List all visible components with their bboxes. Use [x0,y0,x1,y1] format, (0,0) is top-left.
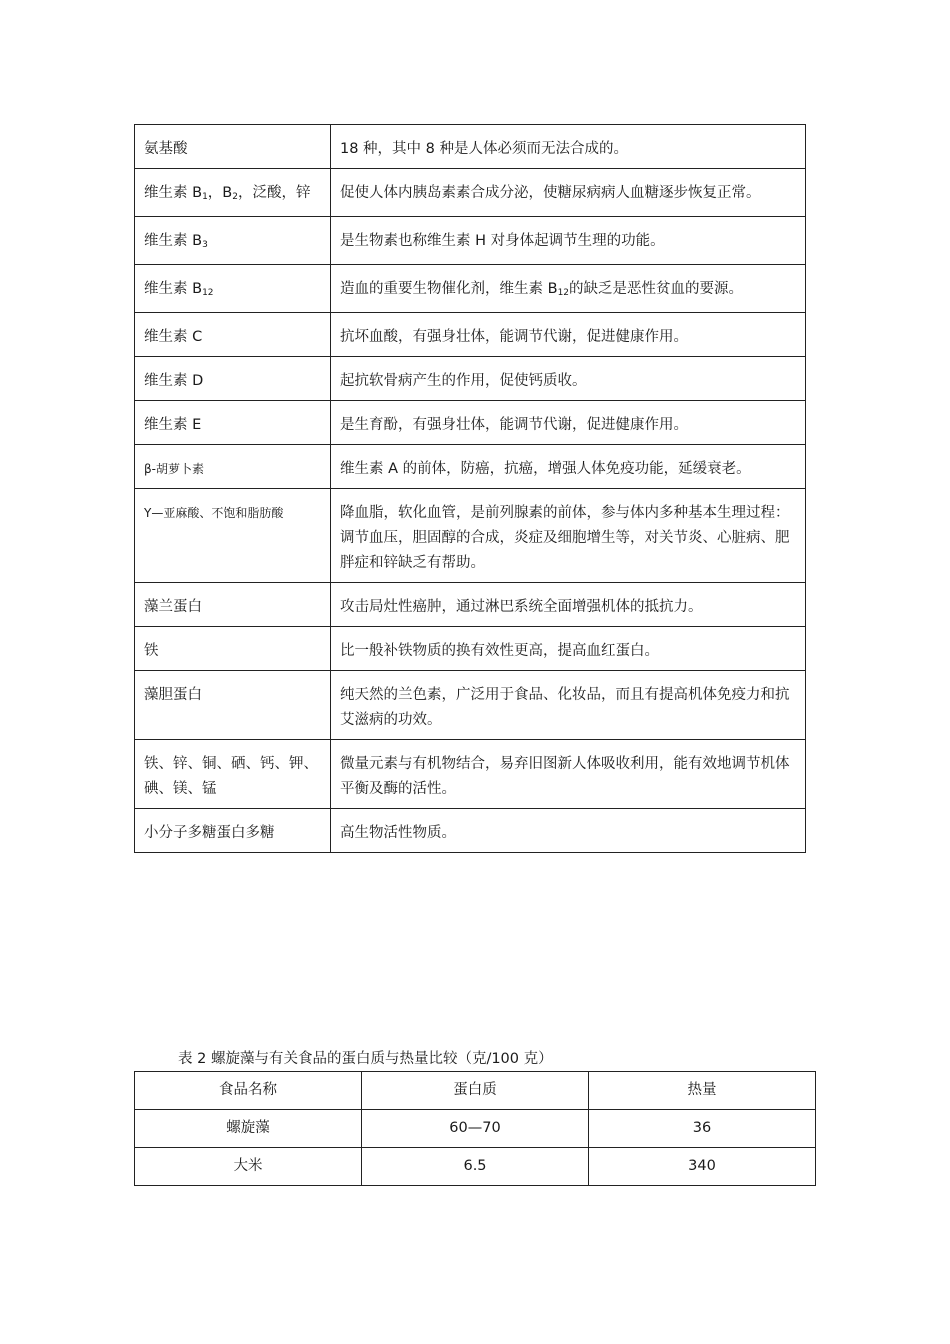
table-cell: 340 [589,1148,816,1186]
nutrient-effect-cell: 维生素 A 的前体，防癌，抗癌，增强人体免疫功能，延缓衰老。 [331,445,806,489]
nutrient-effect-cell: 攻击局灶性癌肿，通过淋巴系统全面增强机体的抵抗力。 [331,583,806,627]
table-row [135,125,806,169]
table-row [135,169,806,217]
nutrient-name-cell: 小分子多糖蛋白多糖 [135,809,331,853]
table-row [135,583,806,627]
table-row [135,357,806,401]
table-row [135,1110,816,1148]
nutrient-name-cell: 维生素 $B_1$，$B_2$，泛酸，锌 [135,169,331,217]
table-row [135,401,806,445]
table-row [135,489,806,583]
nutrient-name-cell: 维生素 C [135,313,331,357]
table-row [135,265,806,313]
nutrient-name-cell: β-胡萝卜素 [135,445,331,489]
nutrient-name-cell: 藻兰蛋白 [135,583,331,627]
table-row [135,313,806,357]
header-row [135,1072,816,1110]
nutrient-name-cell: 藻胆蛋白 [135,671,331,740]
table-caption: 表 2 螺旋藻与有关食品的蛋白质与热量比较（克/100 克） [178,1051,553,1067]
nutrient-name-cell: 维生素 E [135,401,331,445]
table-cell: 6.5 [362,1148,589,1186]
table-row [135,809,806,853]
table-row [135,740,806,809]
nutrient-effect-cell: 降血脂，软化血管，是前列腺素的前体，参与体内多种基本生理过程：调节血压，胆固醇的合成，炎症及细胞增生等，对关节炎、心脏病、肥胖症和锌缺乏有帮助。 [331,489,806,583]
table-row [135,627,806,671]
nutrient-effect-cell: 微量元素与有机物结合，易弃旧图新人体吸收利用，能有效地调节机体平衡及酶的活性。 [331,740,806,809]
nutrient-effect-cell: 促使人体内胰岛素素合成分泌，使糖尿病病人血糖逐步恢复正常。 [331,169,806,217]
nutrient-name-cell: 维生素 $B_{12}$ [135,265,331,313]
nutrient-table-body [135,125,806,853]
column-header: 蛋白质 [362,1072,589,1110]
table-cell: 60—70 [362,1110,589,1148]
nutrient-effect-cell: 是生物素也称维生素 H 对身体起调节生理的功能。 [331,217,806,265]
table-cell: 36 [589,1110,816,1148]
nutrient-name-cell: 铁 [135,627,331,671]
comparison-table-body [135,1072,816,1186]
nutrient-effect-cell: 抗坏血酸，有强身壮体，能调节代谢，促进健康作用。 [331,313,806,357]
table-row [135,1148,816,1186]
nutrient-effect-cell: 纯天然的兰色素，广泛用于食品、化妆品，而且有提高机体免疫力和抗艾滋病的功效。 [331,671,806,740]
table-row [135,671,806,740]
column-header: 热量 [589,1072,816,1110]
nutrient-name-cell: 铁、锌、铜、硒、钙、钾、碘、镁、锰 [135,740,331,809]
nutrient-name-cell: 维生素 $B_3$ [135,217,331,265]
nutrient-name-cell: 氨基酸 [135,125,331,169]
nutrient-effect-cell: 比一般补铁物质的换有效性更高，提高血红蛋白。 [331,627,806,671]
nutrient-effect-cell: 造血的重要生物催化剂，维生素 $B_{12}$的缺乏是恶性贫血的要源。 [331,265,806,313]
comparison-table [134,1071,816,1186]
nutrient-name-cell: Y—亚麻酸、不饱和脂肪酸 [135,489,331,583]
nutrient-effect-cell: 18 种，其中 8 种是人体必须而无法合成的。 [331,125,806,169]
column-header: 食品名称 [135,1072,362,1110]
nutrient-effect-cell: 是生育酚，有强身壮体，能调节代谢，促进健康作用。 [331,401,806,445]
nutrient-effect-cell: 起抗软骨病产生的作用，促使钙质收。 [331,357,806,401]
table-row [135,445,806,489]
nutrient-table [134,124,806,853]
table-cell: 大米 [135,1148,362,1186]
nutrient-name-cell: 维生素 D [135,357,331,401]
nutrient-effect-cell: 高生物活性物质。 [331,809,806,853]
table-cell: 螺旋藻 [135,1110,362,1148]
table-row [135,217,806,265]
